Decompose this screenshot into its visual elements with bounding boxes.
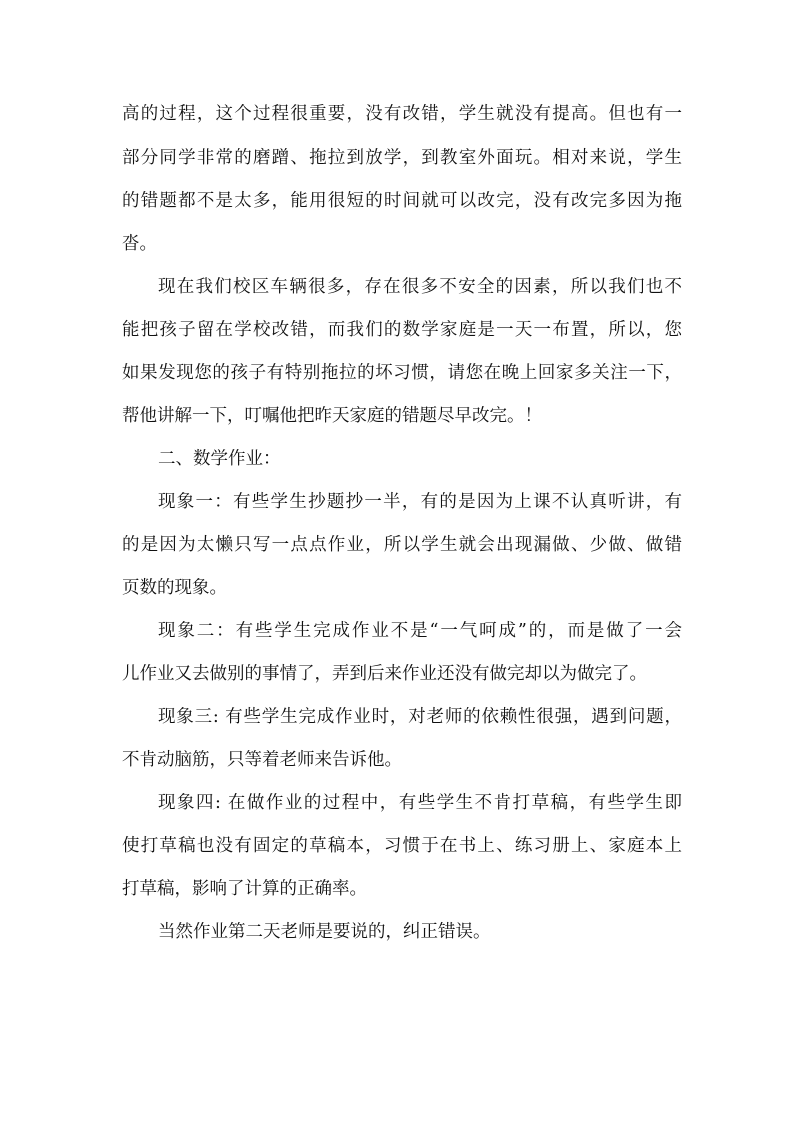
paragraph-2-line-4: 帮他讲解一下，叮嘱他把昨天家庭的错题尽早改完。！	[122, 406, 542, 426]
phenomenon-1-line-1: 现象一：有些学生抄题抄一半，有的是因为上课不认真听讲，有	[158, 492, 682, 512]
phenomenon-4-line-2: 使打草稿也没有固定的草稿本，习惯于在书上、练习册上、家庭本上	[122, 836, 682, 856]
paragraph-1-line-3: 的错题都不是太多，能用很短的时间就可以改完，没有改完多因为拖	[122, 191, 682, 211]
phenomenon-1-line-3: 页数的现象。	[122, 578, 227, 598]
paragraph-1-line-1: 高的过程，这个过程很重要，没有改错，学生就没有提高。但也有一	[122, 104, 682, 124]
paragraph-1-line-4: 沓。	[122, 234, 157, 254]
phenomenon-2-line-1: 现象二：有些学生完成作业不是“一气呵成”的，而是做了一会	[158, 621, 682, 641]
paragraph-2-line-2: 能把孩子留在学校改错，而我们的数学家庭是一天一布置，所以，您	[122, 320, 682, 340]
section-heading-math-homework: 二、数学作业：	[158, 449, 281, 469]
phenomenon-3-line-1: 现象三: 有些学生完成作业时，对老师的依赖性很强，遇到问题，	[158, 707, 682, 727]
paragraph-2-line-1: 现在我们校区车辆很多，存在很多不安全的因素，所以我们也不	[158, 277, 682, 297]
phenomenon-2-line-2: 儿作业又去做别的事情了，弄到后来作业还没有做完却以为做完了。	[122, 664, 647, 684]
phenomenon-4-line-1: 现象四: 在做作业的过程中，有些学生不肯打草稿，有些学生即	[158, 793, 682, 813]
paragraph-1-line-2: 部分同学非常的磨蹭、拖拉到放学，到教室外面玩。相对来说，学生	[122, 148, 682, 168]
closing-paragraph: 当然作业第二天老师是要说的，纠正错误。	[158, 922, 491, 942]
phenomenon-1-line-2: 的是因为太懒只写一点点作业，所以学生就会出现漏做、少做、做错	[122, 535, 682, 555]
phenomenon-3-line-2: 不肯动脑筋，只等着老师来告诉他。	[122, 750, 402, 770]
paragraph-2-line-3: 如果发现您的孩子有特别拖拉的坏习惯，请您在晚上回家多关注一下，	[122, 363, 682, 383]
phenomenon-4-line-3: 打草稿，影响了计算的正确率。	[122, 879, 367, 899]
